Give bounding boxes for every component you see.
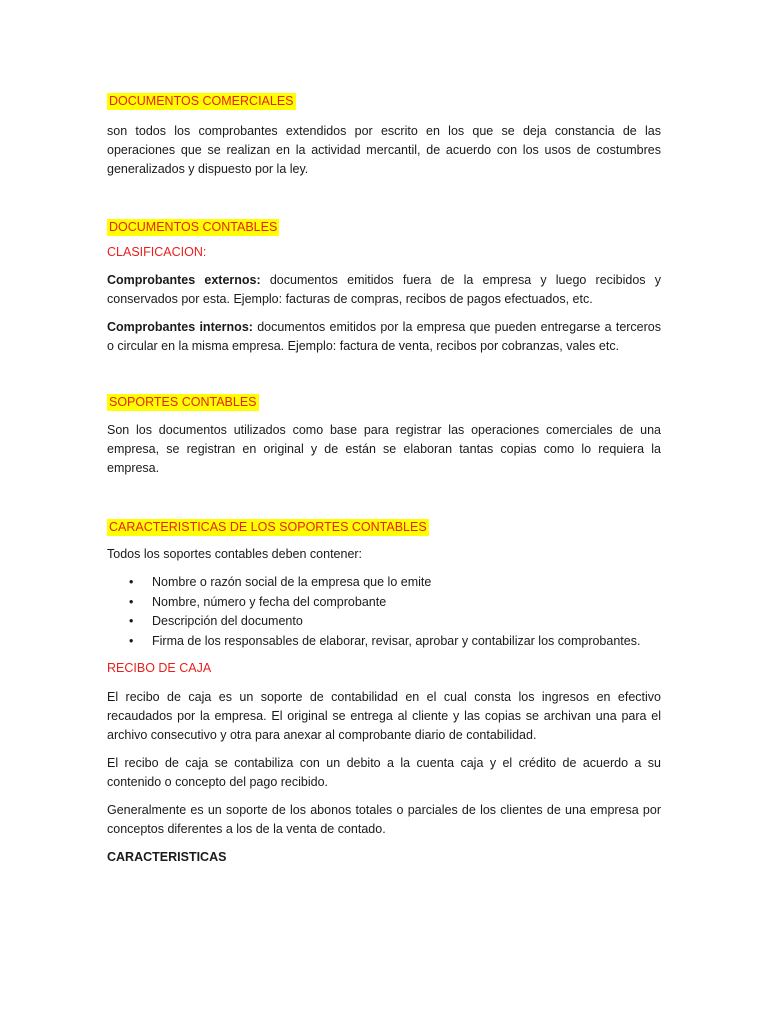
bullet-icon: • [129,594,134,609]
bullet-icon: • [129,614,134,628]
paragraph-recibo-caja-3: Generalmente es un soporte de los abonos totales o parciales de los clientes de una empresa por conceptos diferentes a los de la venta de contado. [107,803,661,836]
heading-recibo-de-caja: RECIBO DE CAJA [107,661,212,675]
label-comprobantes-internos: Comprobantes internos: [107,320,253,334]
label-comprobantes-externos: Comprobantes externos: [107,273,261,287]
heading-clasificacion: CLASIFICACION: [107,245,207,259]
list-item: • Nombre o razón social de la empresa que lo emite [107,573,661,593]
list-item: • Descripción del documento [107,612,661,632]
list-item: • Nombre, número y fecha del comprobante [107,593,661,613]
section-caracteristicas-soportes [107,518,661,537]
bullet-icon: • [129,575,134,589]
section-documentos-comerciales [107,92,661,111]
heading-caracteristicas-soportes: CARACTERISTICAS DE LOS SOPORTES CONTABLES [109,520,427,534]
list-item: • Firma de los responsables de elaborar, revisar, aprobar y contabilizar los comprobantes. [107,632,661,652]
paragraph-soportes-contables: Son los documentos utilizados como base para registrar las operaciones comerciales de una empresa, se registran en original y de están se elaboran tantas copias como lo requiera la empresa. [107,423,661,475]
paragraph-recibo-caja-1: El recibo de caja es un soporte de contabilidad en el cual consta los ingresos en efectivo recaudados por la empresa. El original se entrega al cliente y las copias se archivan una para el archivo consecutivo y otra para anexar al comprobante diario de contabilidad. [107,690,661,742]
section-soportes-contables [107,393,661,412]
paragraph-recibo-caja-2: El recibo de caja se contabiliza con un debito a la cuenta caja y el crédito de acuerdo a su contenido o concepto del pago recibido. [107,756,661,789]
text-comprobantes-externos: documentos emitidos fuera de la empresa y luego recibidos y conservados por esta. Ejemplo: facturas de compras, recibos de pagos efectuados, etc. [107,273,661,306]
heading-documentos-comerciales: DOCUMENTOS COMERCIALES [109,94,294,108]
document-page [107,92,661,867]
text-comprobantes-internos: documentos emitidos por la empresa que pueden entregarse a terceros o circular en la misma empresa. Ejemplo: factura de venta, recibos por cobranzas, vales etc. [107,320,661,353]
paragraph-comprobantes-externos [107,271,661,309]
intro-caracteristicas: Todos los soportes contables deben contener: [107,547,363,561]
paragraph-comprobantes-internos [107,318,661,356]
heading-soportes-contables: SOPORTES CONTABLES [109,395,257,409]
bullet-icon: • [129,633,134,648]
heading-documentos-contables: DOCUMENTOS CONTABLES [109,220,278,234]
list-caracteristicas [107,573,661,651]
paragraph-documentos-comerciales: son todos los comprobantes extendidos por escrito en los que se deja constancia de las operaciones que se realizan en la actividad mercantil, de acuerdo con los usos de costumbres generalizados y dispuesto por la ley. [107,124,661,176]
heading-caracteristicas: CARACTERISTICAS [107,850,227,864]
section-documentos-contables [107,218,661,237]
